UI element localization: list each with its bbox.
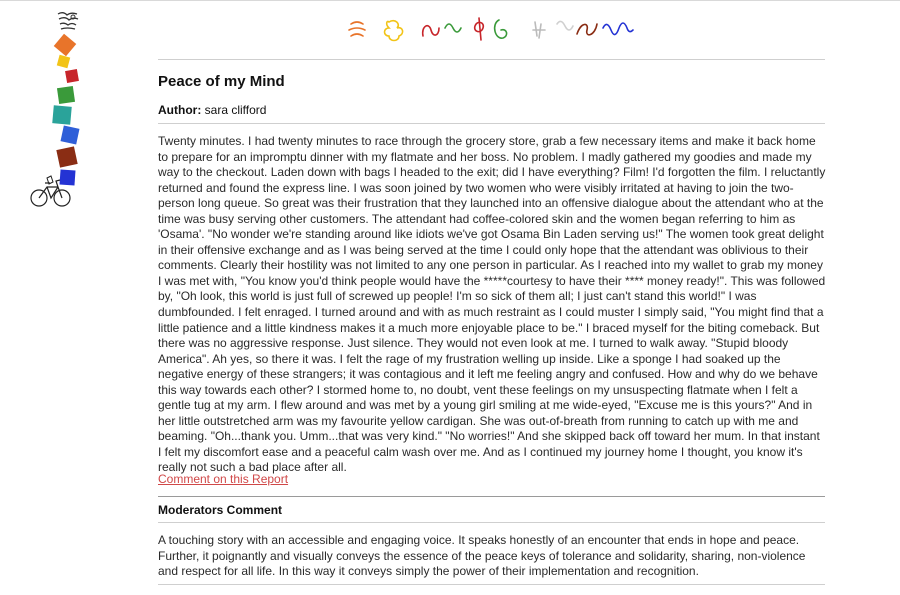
colorful-doodle-banner	[345, 14, 635, 46]
moderators-bottom-divider	[158, 584, 825, 585]
red-square-decoration	[65, 69, 79, 83]
brown-square-decoration	[56, 146, 77, 167]
bicycle-icon	[30, 174, 72, 208]
author-divider	[158, 123, 825, 124]
blue-square-decoration	[61, 126, 80, 145]
author-line	[158, 103, 266, 117]
moderators-top-divider	[158, 496, 825, 497]
yellow-square-decoration	[57, 55, 70, 68]
teal-square-decoration	[52, 105, 72, 125]
moderators-comment-text: A touching story with an accessible and engaging voice. It speaks honestly of an encounter that ends in hope and peace. Further, it poignantly and visually conveys the essence of the peace keys of tolerance and solidarity, sharing, non-violence and respect for all life. In this way it conveys simply the power of their implementation and recognition.	[158, 533, 806, 579]
sidebar-decoration	[0, 0, 100, 595]
moderators-heading-divider	[158, 522, 825, 523]
sketch-figure-icon	[55, 10, 81, 32]
report-body: Twenty minutes. I had twenty minutes to race through the grocery store, grab a few necessary items and make it back home to prepare for an impromptu dinner with my flatmate and her boss. No problem. I madly gathered my goodies and made my way to the checkout. Laden down with bags I headed to the exit; did I have everything? Film! I'd forgotten the film. I reluctantly returned and found the express line. I was soon joined by two women who were visibly irritated at having to join the two-person long queue. So great was their frustration that they launched into an offensive dialogue about the attendant who at the time was busy serving other customers. The attendant had coffee-colored skin and the women began referring to him as 'Osama'. "No wonder we're standing around like idiots we've got Osama Bin Laden serving us!" The women took great delight in their offensive exchange and as I was being served at the time I could only hope that the attendant was oblivious to their comments. Clearly their hostility was not limited to any one person in particular. As I reached into my wallet to grab my money I was met with, "You know you'd think people would have the *****courtesy to have their **** money ready!". This was followed by, "Oh look, this world is just full of screwed up people! I'm so sick of them all; I just can't stand this world!" I was dumbfounded. I felt enraged. I turned around and with as much restraint as I could muster I simply said, "You might find that a little patience and a little kindness makes it a much more enjoyable place to be." I braced myself for the biting comeback. But there was no aggressive response. Just silence. They would not even look at me. I turned to walk away. "Stupid bloody America". Ah yes, so there it was. I felt the rage of my frustration welling up inside. Like a sponge I had soaked up the negative energy of these strangers; it was contagious and it left me feeling angry and confused. How and why do we behave this way towards each other? I stormed home to, no doubt, vent these feelings on my unsuspecting flatmate when I felt a gentle tug at my arm. I flew around and was met by a young girl smiling at me wide-eyed, "Excuse me is this yours?" And in her little outstretched arm was my favourite yellow cardigan. She was out-of-breath from running to catch up with me and beaming. "Oh...thank you. Umm...that was very kind." "No worries!" And she skipped back off toward her mum. In that instant I felt my discomfort ease and a peaceful calm wash over me. And as I continued my journey home I thought, you know it's really not such a bad place after all.	[158, 134, 826, 475]
top-border	[0, 0, 900, 1]
green-square-decoration	[57, 86, 75, 104]
author-label: Author:	[158, 103, 202, 117]
moderators-heading: Moderators Comment	[158, 503, 283, 517]
header-divider	[158, 59, 825, 60]
author-name: sara clifford	[204, 103, 267, 117]
report-title: Peace of my Mind	[158, 73, 285, 90]
comment-on-report-link[interactable]: Comment on this Report	[158, 472, 289, 486]
orange-square-decoration	[54, 34, 77, 57]
